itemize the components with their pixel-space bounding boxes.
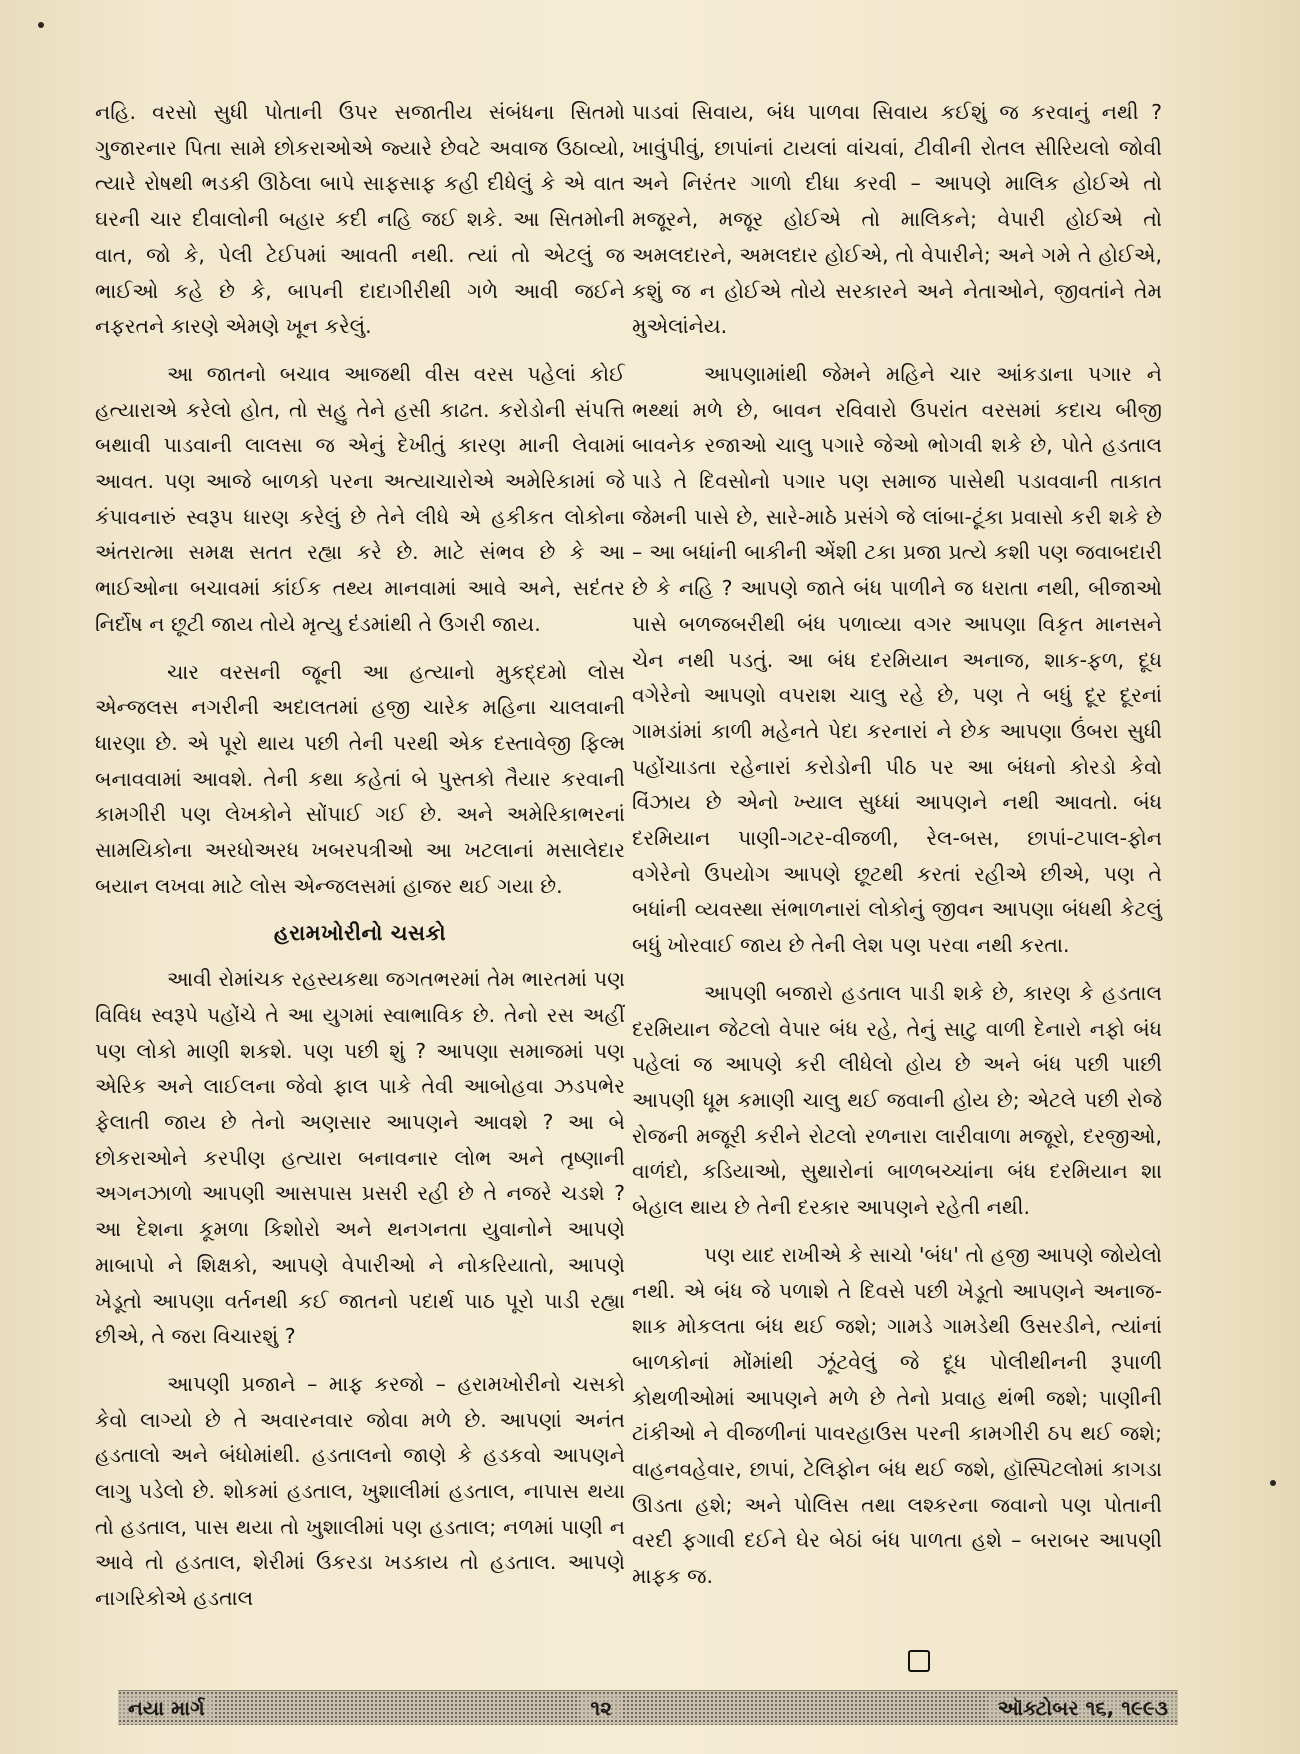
right-paragraph-2: આપણામાંથી જેમને મહિને ચાર આંકડાના પગાર ને ભથ્થાં મળે છે, બાવન રવિવારો ઉપરાંત વરસમાં કદાચ બીજી બાવનેક રજાઓ ચાલુ પગારે જેઓ ભોગવી શકે છે, પોતે હડતાલ પાડે તે દિવસોનો પગાર પણ સમાજ પાસેથી પડાવવાની તાકાત જેમની પાસે છે, સારે-માઠે પ્રસંગે જે લાંબા-ટૂંકા પ્રવાસો કરી શકે છે – આ બધાંની બાકીની એંશી ટકા પ્રજા પ્રત્યે કશી પણ જવાબદારી છે કે નહિ ? આપણે જાતે બંધ પાળીને જ ધરાતા નથી, બીજાઓ પાસે બળજબરીથી બંધ પળાવ્યા વગર આપણા વિકૃત માનસને ચેન નથી પડતું. આ બંધ દરમિયાન અનાજ, શાક-ફળ, દૂધ વગેરેનો આપણો વપરાશ ચાલુ રહે છે, પણ તે બધું દૂર દૂરનાં ગામડાંમાં કાળી મહેનતે પેદા કરનારાં ને છેક આપણા ઉંબરા સુધી પહોંચાડતા રહેનારાં કરોડોની પીઠ પર આ બંધનો કોરડો કેવો વિંઝાય છે એનો ખ્યાલ સુધ્ધાં આપણને નથી આવતો. બંધ દરમિયાન પાણી-ગટર-વીજળી, રેલ-બસ, છાપાં-ટપાલ-ફોન વગેરેનો ઉપયોગ આપણે છૂટથી કરતાં રહીએ છીએ, પણ તે બધાંની વ્યવસ્થા સંભાળનારાં લોકોનું જીવન આપણા બંધથી કેટલું બધું ખોરવાઈ જાય છે તેની લેશ પણ પરવા નથી કરતા.	[632, 361, 1162, 958]
publication-name: નયા માર્ગ	[118, 1696, 215, 1720]
left-paragraph-2: આ જાતનો બચાવ આજથી વીસ વરસ પહેલાં કોઈ હત્યારાએ કરેલો હોત, તો સહુ તેને હસી કાઢત. કરોડોની સંપત્તિ બથાવી પાડવાની લાલસા જ એનું દેખીતું કારણ માની લેવામાં આવત. પણ આજે બાળકો પરના અત્યાચારોએ અમેરિકામાં જે કંપાવનારું સ્વરૂપ ધારણ કરેલું છે તેને લીધે એ હકીકત લોકોના અંતરાત્મા સમક્ષ સતત રહ્યા કરે છે. માટે સંભવ છે કે આ ભાઈઓના બચાવમાં કાંઈક તથ્ય માનવામાં આવે અને, સદંતર નિર્દોષ ન છૂટી જાય તોયે મૃત્યુ દંડમાંથી તે ઉગરી જાય.	[95, 361, 625, 636]
left-paragraph-5: આપણી પ્રજાને – માફ કરજો – હરામખોરીનો ચસકો કેવો લાગ્યો છે તે અવારનવાર જોવા મળે છે. આપણાં અનંત હડતાલો અને બંધોમાંથી. હડતાલનો જાણે કે હડકવો આપણને લાગુ પડેલો છે. શોકમાં હડતાલ, ખુશાલીમાં હડતાલ, નાપાસ થયા તો હડતાલ, પાસ થયા તો ખુશાલીમાં પણ હડતાલ; નળમાં પાણી ન આવે તો હડતાલ, શેરીમાં ઉકરડા ખડકાય તો હડતાલ. આપણે નાગરિકોએ હડતાલ	[95, 1371, 625, 1611]
section-subheading: હરામખોરીનો ચસકો	[273, 921, 447, 946]
page-footer	[118, 1690, 1178, 1725]
left-paragraph-4: આવી રોમાંચક રહસ્યકથા જગતભરમાં તેમ ભારતમાં પણ વિવિધ સ્વરૂપે પહોંચે તે આ યુગમાં સ્વાભાવિક છે. તેનો રસ અહીં પણ લોકો માણી શકશે. પણ પછી શું ? આપણા સમાજમાં પણ એરિક અને લાઈલના જેવો ફાલ પાકે તેવી આબોહવા ઝડપભેર ફેલાતી જાય છે તેનો અણસાર આપણને આવશે ? આ બે છોકરાઓને કરપીણ હત્યારા બનાવનાર લોભ અને તૃષ્ણાની અગનઝાળો આપણી આસપાસ પ્રસરી રહી છે તે નજરે ચડશે ? આ દેશના કૂમળા કિશોરો અને થનગનતા યુવાનોને આપણે માબાપો ને શિક્ષકો, આપણે વેપારીઓ ને નોકરિયાતો, આપણે ખેડૂતો આપણા વર્તનથી કઈ જાતનો પદાર્થ પાઠ પૂરો પાડી રહ્યા છીએ, તે જરા વિચારશું ?	[95, 967, 625, 1349]
margin-dot	[38, 22, 44, 28]
left-paragraph-1: નહિ. વરસો સુધી પોતાની ઉપર સજાતીય સંબંધના સિતમો ગુજારનાર પિતા સામે છોકરાઓએ જ્યારે છેવટે અવાજ ઉઠાવ્યો, ત્યારે રોષથી ભડકી ઊઠેલા બાપે સાફસાફ કહી દીધેલું કે એ વાત ઘરની ચાર દીવાલોની બહાર કદી નહિ જઈ શકે. આ સિતમોની વાત, જો કે, પેલી ટેઈપમાં આવતી નથી. ત્યાં તો એટલું જ ભાઈઓ કહે છે કે, બાપની દાદાગીરીથી ગળે આવી જઈને નફરતને કારણે એમણે ખૂન કરેલું.	[95, 100, 625, 339]
end-mark-icon	[908, 1650, 930, 1672]
right-paragraph-1: પાડવાં સિવાય, બંધ પાળવા સિવાય કઈશું જ કરવાનું નથી ? ખાવુંપીવું, છાપાંનાં ટાયલાં વાંચવાં, ટીવીની રોતલ સીરિયલો જોવી અને નિરંતર ગાળો દીધા કરવી – આપણે માલિક હોઈએ તો મજૂરને, મજૂર હોઈએ તો માલિકને; વેપારી હોઈએ તો અમલદારને, અમલદાર હોઈએ, તો વેપારીને; અને ગમે તે હોઈએ, કશું જ ન હોઈએ તોયે સરકારને અને નેતાઓને, જીવતાંને તેમ મુએલાંનેય.	[632, 100, 1162, 339]
margin-dot	[1270, 1480, 1276, 1486]
issue-date: ઑક્ટોબર ૧૬, ૧૯૯૩	[988, 1696, 1178, 1720]
right-column	[632, 95, 1162, 1607]
left-column	[95, 95, 625, 1629]
right-paragraph-3: આપણી બજારો હડતાલ પાડી શકે છે, કારણ કે હડતાલ દરમિયાન જેટલો વેપાર બંધ રહે, તેનું સાટુ વાળી દેનારો નફો બંધ પહેલાં જ આપણે કરી લીધેલો હોય છે અને બંધ પછી પાછી આપણી ધૂમ કમાણી ચાલુ થઈ જવાની હોય છે; એટલે પછી રોજે રોજની મજૂરી કરીને રોટલો રળનારા લારીવાળા મજૂરો, દરજીઓ, વાળંદો, કડિયાઓ, સુથારોનાં બાળબચ્ચાંના બંધ દરમિયાન શા બેહાલ થાય છે તેની દરકાર આપણને રહેતી નથી.	[632, 980, 1162, 1220]
left-paragraph-3: ચાર વરસની જૂની આ હત્યાનો મુકદ્દમો લોસ એન્જલસ નગરીની અદાલતમાં હજી ચારેક મહિના ચાલવાની ધારણા છે. એ પૂરો થાય પછી તેની પરથી એક દસ્તાવેજી ફિલ્મ બનાવવામાં આવશે. તેની કથા કહેતાં બે પુસ્તકો તૈયાર કરવાની કામગીરી પણ લેખકોને સોંપાઈ ગઈ છે. અને અમેરિકાભરનાં સામયિકોના અરધોઅરધ ખબરપત્રીઓ આ ખટલાનાં મસાલેદાર બયાન લખવા માટે લોસ એન્જલસમાં હાજર થઈ ગયા છે.	[95, 659, 625, 898]
right-paragraph-4: પણ યાદ રાખીએ કે સાચો 'બંધ' તો હજી આપણે જોયેલો નથી. એ બંધ જે પળાશે તે દિવસે પછી ખેડૂતો આપણને અનાજ-શાક મોકલતા બંધ થઈ જશે; ગામડે ગામડેથી ઉસરડીને, ત્યાંનાં બાળકોનાં મોંમાંથી ઝૂંટવેલું જે દૂધ પોલીથીનની રૂપાળી કોથળીઓમાં આપણને મળે છે તેનો પ્રવાહ થંભી જશે; પાણીની ટાંકીઓ ને વીજળીનાં પાવરહાઉસ પરની કામગીરી ઠપ થઈ જશે; વાહનવહેવાર, છાપાં, ટેલિફોન બંધ થઈ જશે, હૉસ્પિટલોમાં કાગડા ઊડતા હશે; અને પોલિસ તથા લશ્કરના જવાનો પણ પોતાની વરદી ફગાવી દઈને ઘેર બેઠાં બંધ પાળતા હશે – બરાબર આપણી માફક જ.	[632, 1242, 1162, 1589]
page-number: ૧૨	[580, 1696, 622, 1720]
